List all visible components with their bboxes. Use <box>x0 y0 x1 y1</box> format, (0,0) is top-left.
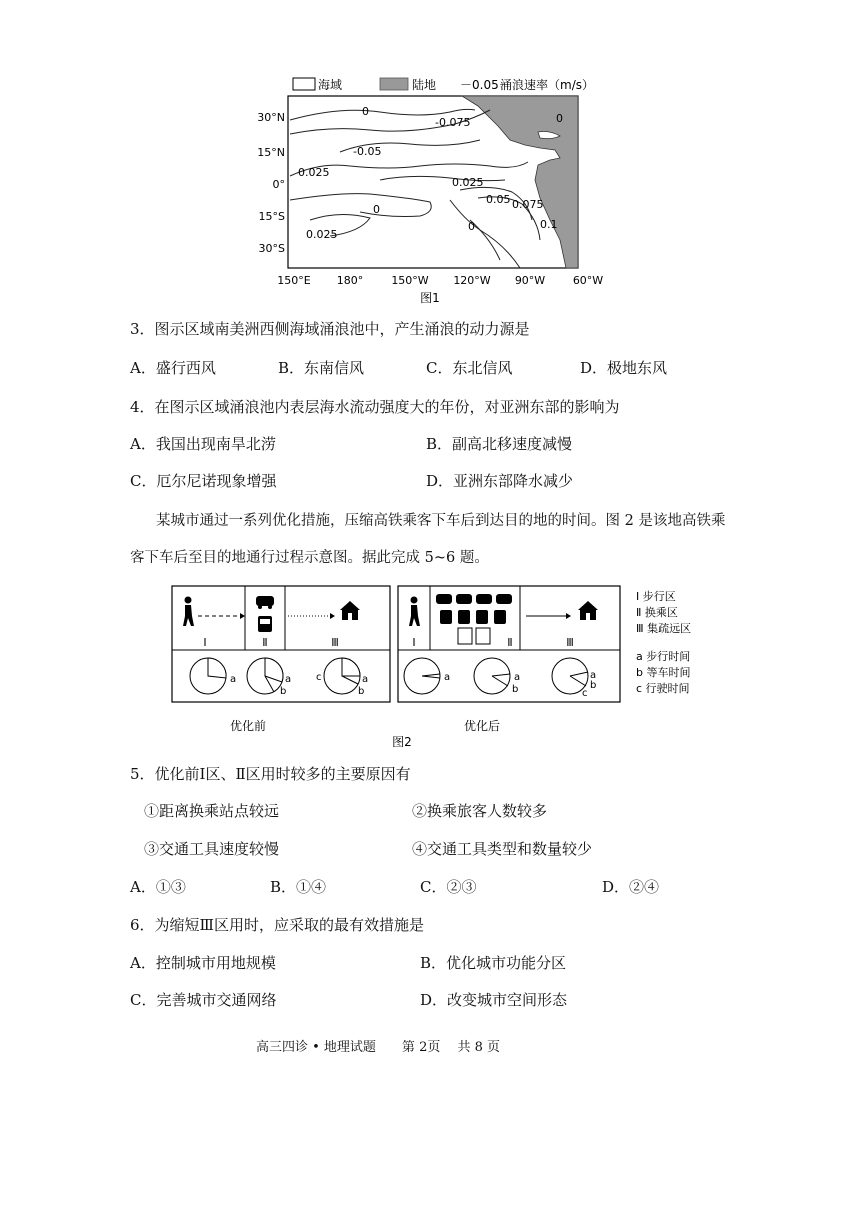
zone-label: Ⅰ <box>203 636 207 649</box>
page-footer: 高三四诊 • 地理试题 第 2页 共 8 页 <box>256 1040 501 1055</box>
svg-text:c: c <box>316 672 322 683</box>
before-panel <box>172 586 390 702</box>
lat-label: 0° <box>272 178 285 191</box>
question-3-stem: 3．图示区域南美洲西侧海域涌浪池中，产生涌浪的动力源是 <box>130 320 530 338</box>
sea-legend-swatch <box>293 78 315 90</box>
land-legend-swatch <box>380 78 408 90</box>
svg-text:a: a <box>230 674 237 685</box>
svg-text:b: b <box>358 686 365 697</box>
lat-label: 15°N <box>257 146 285 159</box>
q5-item-3: ③交通工具速度较慢 <box>144 840 280 858</box>
svg-text:c: c <box>582 688 588 699</box>
q5-option-d: D．②④ <box>602 878 660 896</box>
q6-option-d: D．改变城市空间形态 <box>420 991 568 1009</box>
after-label: 优化后 <box>463 719 501 733</box>
sea-legend-label: 海域 <box>318 78 343 92</box>
intro-line-2: 客下车后至目的地通行过程示意图。据此完成 5~6 题。 <box>130 550 489 566</box>
q3-option-a: A．盛行西风 <box>130 359 216 377</box>
after-panel <box>398 586 620 702</box>
contour-legend-label: 涌浪速率（m/s） <box>500 78 594 92</box>
zone-label: Ⅱ <box>507 636 513 649</box>
lon-label: 120°W <box>453 274 491 287</box>
contour-label: 0.1 <box>540 218 558 231</box>
q6-option-c: C．完善城市交通网络 <box>130 991 277 1009</box>
svg-text:Ⅲ 集疏远区: Ⅲ 集疏远区 <box>636 622 692 635</box>
question-4-stem: 4．在图示区域涌浪池内表层海水流动强度大的年份，对亚洲东部的影响为 <box>130 398 620 416</box>
q3-option-b: B．东南信风 <box>278 359 365 377</box>
q5-option-a: A．①③ <box>130 878 186 896</box>
lat-label: 30°S <box>258 242 285 255</box>
zone-label: Ⅲ <box>566 636 574 649</box>
q5-option-c: C．②③ <box>420 878 477 896</box>
figure-1 <box>250 70 620 310</box>
figure-2-caption: 图2 <box>392 735 412 749</box>
land-legend-label: 陆地 <box>412 78 437 92</box>
lon-label: 90°W <box>514 274 546 287</box>
svg-text:a 步行时间: a 步行时间 <box>636 650 691 663</box>
bus-icon <box>258 616 272 632</box>
zone-label: Ⅲ <box>331 636 339 649</box>
contour-label: 0 <box>373 203 380 216</box>
contour-label: -0.075 <box>435 116 471 129</box>
longitude-labels <box>277 274 603 287</box>
q6-option-b: B．优化城市功能分区 <box>420 954 567 972</box>
before-label: 优化前 <box>229 719 267 733</box>
contour-label: -0.05 <box>353 145 382 158</box>
figure-2 <box>170 582 710 752</box>
svg-text:b: b <box>590 680 597 691</box>
zone-label: Ⅱ <box>262 636 268 649</box>
lon-label: 150°W <box>391 274 429 287</box>
svg-text:c 行驶时间: c 行驶时间 <box>636 682 690 695</box>
q5-item-1: ①距离换乘站点较远 <box>144 802 280 820</box>
q4-option-a: A．我国出现南旱北涝 <box>130 435 276 453</box>
svg-text:a: a <box>362 674 369 685</box>
lon-label: 150°E <box>277 274 311 287</box>
svg-text:a: a <box>444 672 451 683</box>
lon-label: 180° <box>336 274 364 287</box>
figure-1-caption: 图1 <box>420 291 440 305</box>
zone-label: Ⅰ <box>412 636 416 649</box>
q3-option-c: C．东北信风 <box>426 359 513 377</box>
contour-label: 0 <box>362 105 369 118</box>
svg-text:Ⅱ 换乘区: Ⅱ 换乘区 <box>636 606 678 619</box>
svg-text:b 等车时间: b 等车时间 <box>636 666 691 679</box>
question-5-stem: 5．优化前Ⅰ区、Ⅱ区用时较多的主要原因有 <box>130 765 411 783</box>
q6-option-a: A．控制城市用地规模 <box>130 954 276 972</box>
contour-label: 0.025 <box>306 228 338 241</box>
svg-text:b: b <box>512 684 519 695</box>
figure-2-diagram <box>170 582 710 752</box>
contour-legend-sample: －0.05－ <box>460 78 511 92</box>
lat-label: 30°N <box>257 111 285 124</box>
q4-option-b: B．副高北移速度减慢 <box>426 435 573 453</box>
contour-label: 0.075 <box>512 198 544 211</box>
contour-label: 0.025 <box>452 176 484 189</box>
contour-label: 0 <box>556 112 563 125</box>
question-6-stem: 6．为缩短Ⅲ区用时，应采取的最有效措施是 <box>130 916 425 934</box>
q3-option-d: D．极地东风 <box>580 359 668 377</box>
contour-label: 0.025 <box>298 166 330 179</box>
svg-text:a: a <box>590 670 597 681</box>
intro-line-1: 某城市通过一系列优化措施，压缩高铁乘客下车后到达目的地的时间。图 2 是该地高铁乘 <box>156 513 726 529</box>
q5-option-b: B．①④ <box>270 878 327 896</box>
q4-option-d: D．亚洲东部降水减少 <box>426 472 574 490</box>
lon-label: 60°W <box>572 274 604 287</box>
latitude-labels <box>257 111 285 255</box>
figure-1-map <box>250 70 620 310</box>
q5-item-4: ④交通工具类型和数量较少 <box>412 840 593 858</box>
figure-2-legend <box>636 589 691 695</box>
contour-label: 0 <box>468 220 475 233</box>
svg-text:b: b <box>280 686 287 697</box>
svg-text:a: a <box>514 672 521 683</box>
svg-text:a: a <box>285 674 292 685</box>
q5-item-2: ②换乘旅客人数较多 <box>412 802 548 820</box>
svg-text:Ⅰ 步行区: Ⅰ 步行区 <box>636 590 676 603</box>
q4-option-c: C．厄尔尼诺现象增强 <box>130 472 277 490</box>
lat-label: 15°S <box>258 210 285 223</box>
contour-label: 0.05 <box>486 193 511 206</box>
